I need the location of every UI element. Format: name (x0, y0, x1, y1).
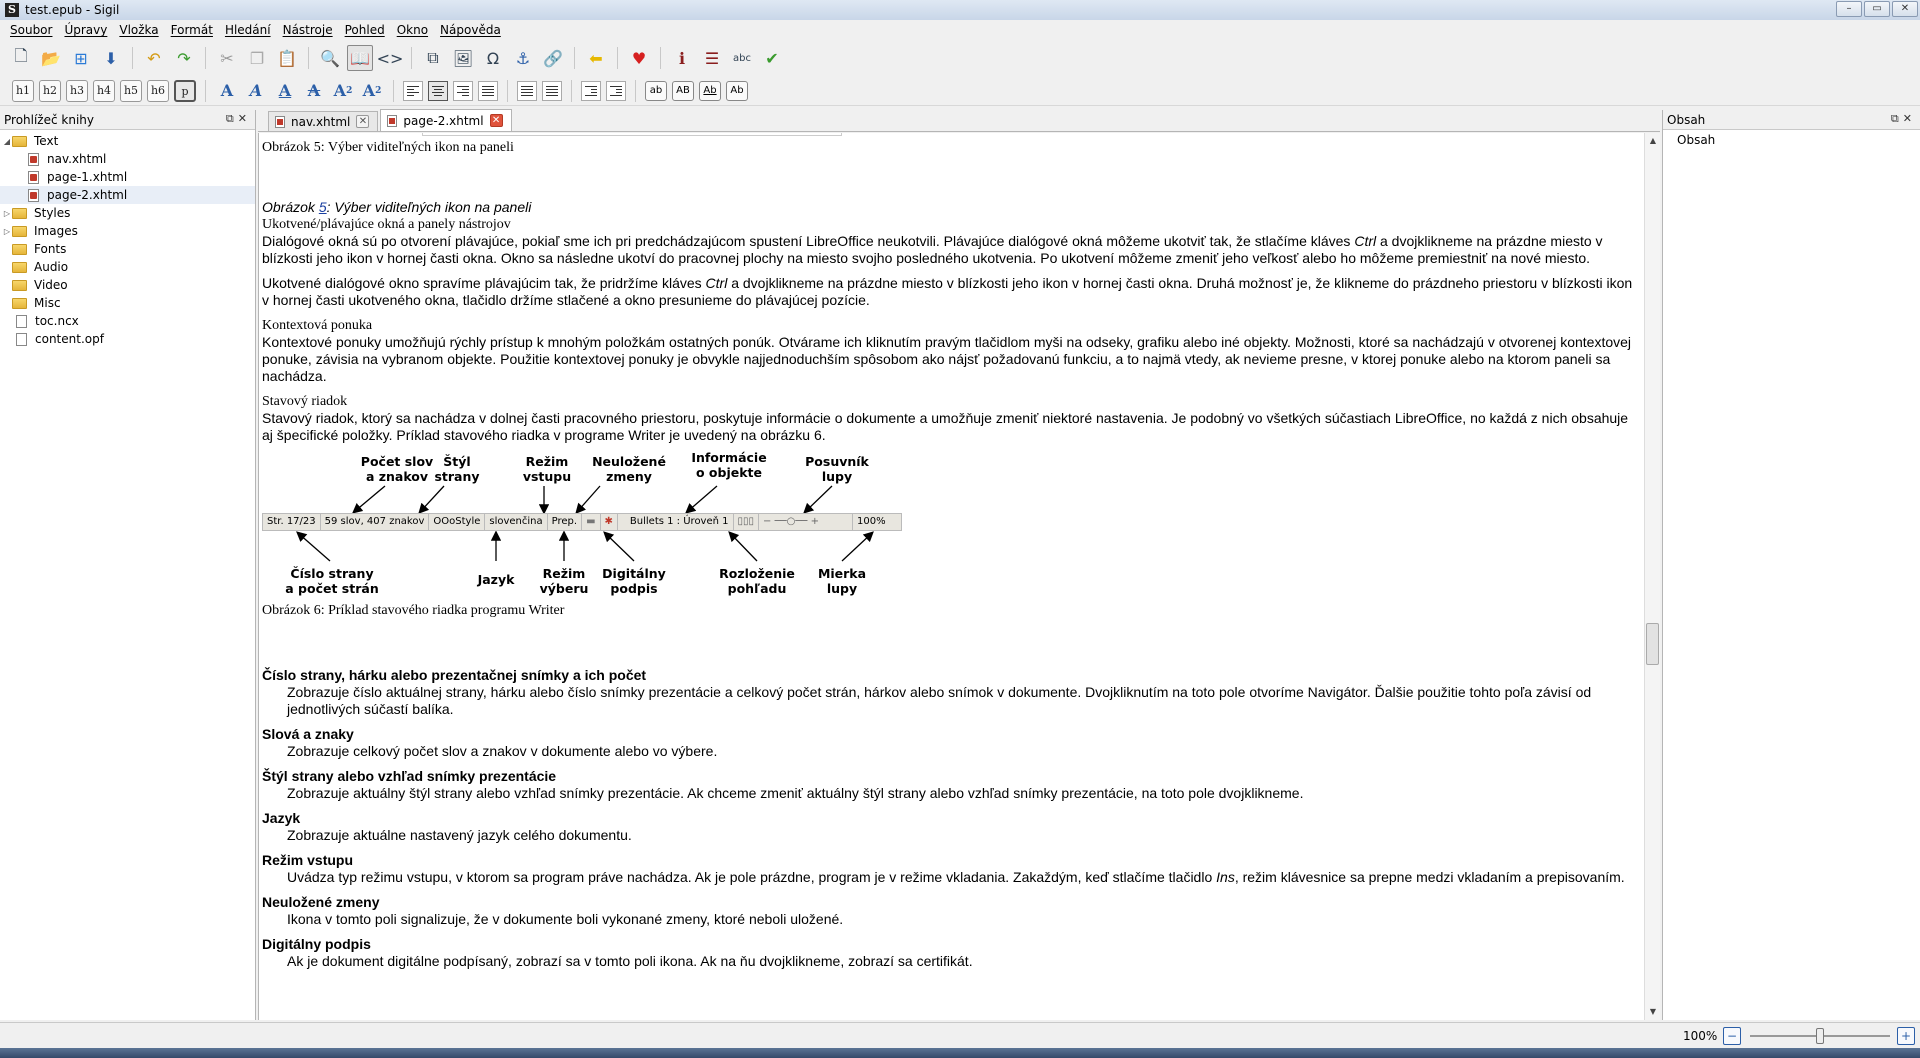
figure-6-caption: Obrázok 6: Príklad stavového riadka programu Writer (262, 603, 565, 618)
tree-folder-audio[interactable] (0, 258, 255, 276)
label-text: Mierka lupy (817, 566, 867, 596)
subscript-icon[interactable]: A 2 (333, 81, 353, 100)
tree-label: page-1.xhtml (47, 170, 128, 184)
link-icon[interactable]: 🔗 (543, 48, 563, 68)
main-toolbar (0, 41, 1920, 75)
superscript-icon[interactable]: A 2 (362, 81, 382, 100)
def-term: Slová a znaky (262, 726, 354, 742)
def-desc: Zobrazuje číslo aktuálnej strany, hárku alebo číslo snímky prezentácie a celkový počet strán, hárkov alebo snímok v dokumente. Dvojkliknutím na toto pole otvoríme Navigátor. Ďalšie použitie tohto poľa závisí od jednotlivých súčastí balíka. (287, 684, 1592, 717)
def-term: Jazyk (262, 810, 301, 826)
zoom-slider-handle[interactable] (1816, 1028, 1824, 1044)
label-digital-signature (594, 566, 674, 596)
tree-folder-fonts[interactable] (0, 240, 255, 258)
tree-file-page-2[interactable] (0, 186, 255, 204)
toc-panel-title: Obsah (1667, 112, 1706, 127)
tree-label: Misc (34, 296, 61, 310)
italic-icon[interactable]: A (249, 81, 263, 100)
document-content[interactable] (262, 133, 1645, 970)
toc-entry[interactable]: Obsah (1677, 133, 1716, 147)
status-selection-icon: ▬ (582, 514, 600, 530)
book-tree (0, 130, 255, 348)
new-file-icon[interactable]: 🗋 (14, 45, 28, 65)
def-term: Neuložené zmeny (262, 894, 380, 910)
titlecase-button[interactable]: Ab (699, 81, 721, 101)
save-icon[interactable]: ⬇ (104, 48, 118, 68)
status-bar (0, 1022, 1920, 1048)
status-page: Str. 17/23 (263, 514, 321, 530)
label-zoom-slider (797, 454, 877, 484)
redo-icon[interactable]: ↷ (177, 48, 191, 68)
heading-3-button[interactable]: h3 (66, 80, 88, 102)
cut-icon[interactable]: ✂ (220, 48, 234, 68)
text: Uvádza typ režimu vstupu, v ktorom sa program práve nachádza. Ak je pole prázdne, program je v režime vkladania. Zakaždým, keď stlačíme tlačidlo (287, 869, 1217, 885)
tab-page-2-xhtml[interactable] (380, 109, 511, 131)
heading-status-bar: Stavový riadok (262, 394, 348, 409)
tab-nav-xhtml[interactable] (268, 111, 378, 131)
separator (411, 47, 412, 69)
paragraph-button[interactable]: p (174, 80, 196, 102)
menu-okno[interactable]: Okno (396, 23, 429, 37)
open-folder-icon[interactable]: 📂 (41, 48, 61, 68)
toc-icon[interactable]: ☰ (704, 48, 720, 68)
label-text: Štýl strany (434, 454, 480, 484)
spacer (262, 619, 1641, 659)
paragraph-context-menu: Kontextové ponuky umožňujú rýchly prístup k mnohým položkám ostatných ponúk. Otvárame ich kliknutím pravým tlačidlom myši na odseky, grafiku alebo iné objekty. Možnosti, ktoré sa nachádzajú v otvorenej kontextovej ponuke, závisia na vybranom objekte. Použitie kontextovej ponuky je obvykle najjednoduchším spôsobom ako nájsť požadovanú funkciu, a to najmä vtedy, ak nevieme presne, v ktorej ponuke alebo na ktorom paneli sa nachádza. (262, 334, 1632, 384)
tree-file-toc[interactable] (0, 312, 255, 330)
separator (660, 47, 661, 69)
label-language (471, 572, 521, 587)
separator (393, 80, 394, 102)
insert-image-icon[interactable]: 🖼 (452, 48, 474, 68)
label-unsaved-changes (584, 454, 674, 484)
label-text: Jazyk (477, 572, 515, 587)
status-zoom-slider: − ──○── + (759, 514, 853, 530)
separator (571, 80, 572, 102)
folder-icon (12, 298, 27, 309)
paragraph-status-bar: Stavový riadok, ktorý sa nachádza v dolnej časti pracovného priestoru, poskytuje informácie o dokumente a umožňuje zmeniť niektoré nastavenia. Je podobný vo všetkých súčastiach LibreOffice, no každá z nich obsahuje aj špecifické položky. Príklad stavového riadka v programe Writer je uvedený na obrázku 6. (262, 410, 1629, 443)
numbered-list-icon[interactable] (542, 81, 562, 101)
expand-arrow-icon[interactable]: ▷ (3, 208, 11, 218)
folder-icon (12, 208, 27, 219)
label-zoom-scale (807, 566, 877, 596)
paragraph-docked-1 (262, 233, 1641, 267)
increase-indent-icon[interactable] (606, 81, 626, 101)
label-input-mode (517, 454, 577, 484)
tree-label: Audio (34, 260, 69, 274)
editor-vertical-scrollbar[interactable] (1644, 133, 1660, 1020)
xhtml-file-icon (387, 115, 397, 127)
paragraph-docked-2 (262, 275, 1641, 309)
close-tab-icon[interactable]: ✕ (356, 115, 369, 128)
menu-soubor[interactable]: Soubor (10, 23, 53, 37)
book-browser-header (0, 110, 255, 130)
heading-6-button[interactable]: h6 (147, 80, 169, 102)
figure-5-caption-plain: Obrázok 5: Výber viditeľných ikon na paneli (262, 140, 514, 155)
text: Dialógové okná sú po otvorení plávajúce, pokiaľ sme ich pri predchádzajúcom spustení LibreOffice neukotvili. Plávajúce dialógové okná môžeme ukotviť tak, že stlačíme kláves (262, 233, 1355, 249)
align-center-icon[interactable] (428, 81, 448, 101)
tab-label: nav.xhtml (291, 114, 351, 129)
tree-folder-misc[interactable] (0, 294, 255, 312)
heading-docked-windows: Ukotvené/plávajúce okná a panely nástrojov (262, 217, 511, 232)
tab-label: page-2.xhtml (403, 113, 484, 128)
tree-label: Fonts (34, 242, 67, 256)
label-text: Neuložené zmeny (592, 454, 666, 484)
paste-icon[interactable]: 📋 (277, 48, 297, 68)
tree-label: Images (34, 224, 78, 238)
tree-label: content.opf (35, 332, 104, 346)
panel-float-close-icon[interactable]: ⧉✕ (225, 112, 251, 125)
maximize-button[interactable]: ▭ (1864, 1, 1890, 17)
def-term: Režim vstupu (262, 852, 354, 868)
label-page-style (427, 454, 487, 484)
label-selection-mode (534, 566, 594, 596)
status-zoom: 100% (857, 516, 886, 527)
key-name: Ins (1216, 869, 1235, 885)
folder-icon (12, 280, 27, 291)
def-desc: Ikona v tomto poli signalizuje, že v dokumente boli vykonané zmeny, ktoré neboli uložené. (287, 911, 844, 927)
status-object-info: Bullets 1 : Úroveň 1 (618, 514, 734, 530)
text: , režim klávesnice sa prepne medzi vkladaním a prepisovaním. (1234, 869, 1625, 885)
toc-panel (1662, 110, 1920, 1020)
heading-5-button[interactable]: h5 (120, 80, 142, 102)
def-desc: Zobrazuje aktuálny štýl strany alebo vzhľad snímky prezentácie. Ak chceme zmeniť aktuálny štýl strany alebo vzhľad snímky prezentácie, na toto pole dvojklikneme. (287, 785, 1304, 801)
align-justify-icon[interactable] (478, 81, 498, 101)
zoom-level: 100% (1683, 1029, 1718, 1043)
separator (507, 80, 508, 102)
strikethrough-icon[interactable]: A (307, 81, 321, 100)
separator (205, 47, 206, 69)
menu-upravy[interactable]: Úpravy (64, 23, 108, 37)
def-desc: Zobrazuje aktuálne nastavený jazyk celého dokumentu. (287, 827, 632, 843)
menu-napoveda[interactable]: Nápověda (440, 23, 501, 37)
label-object-info (684, 450, 774, 480)
xhtml-file-icon (28, 189, 39, 202)
def-term: Štýl strany alebo vzhľad snímky prezentácie (262, 768, 557, 784)
menu-format[interactable]: Formát (170, 23, 213, 37)
xhtml-file-icon (28, 153, 39, 166)
title-bar (0, 0, 1920, 20)
label-text: Informácie o objekte (691, 450, 767, 480)
special-char-icon[interactable]: Ω (486, 48, 500, 68)
label-page-number (282, 566, 382, 596)
scroll-down-arrow-icon[interactable]: ▼ (1649, 1007, 1657, 1016)
def-term: Číslo strany, hárku alebo prezentačnej snímky a ich počet (262, 667, 647, 683)
def-desc (262, 869, 1641, 886)
label-text: Rozloženie pohľadu (719, 566, 795, 596)
collapse-arrow-icon[interactable]: ◢ (3, 136, 11, 146)
bold-icon[interactable]: A (220, 81, 234, 100)
window-title: test.epub - Sigil (25, 3, 120, 17)
donate-heart-icon[interactable]: ♥ (631, 48, 647, 68)
sentencecase-button[interactable]: Ab (726, 81, 748, 101)
tree-label: page-2.xhtml (47, 188, 128, 202)
status-words: 59 slov, 407 znakov (321, 514, 430, 530)
label-text: Posuvník lupy (805, 454, 869, 484)
heading-context-menu: Kontextová ponuka (262, 318, 373, 333)
book-browser-title: Prohlížeč knihy (4, 112, 94, 127)
undo-icon[interactable]: ↶ (147, 48, 161, 68)
separator (617, 47, 618, 69)
folder-icon (12, 244, 27, 255)
separator (635, 80, 636, 102)
panel-float-close-icon[interactable]: ⧉✕ (1890, 112, 1916, 125)
status-input-mode: Prep. (548, 514, 582, 530)
label-text: Počet slov a znakov (360, 454, 434, 484)
figure-6-status-bar-diagram (262, 446, 902, 606)
tree-file-content-opf[interactable] (0, 330, 255, 348)
menu-bar (0, 20, 1920, 40)
align-left-icon[interactable] (403, 81, 423, 101)
caption-text: : Výber viditeľných ikon na paneli (326, 199, 532, 215)
label-text: Digitálny podpis (602, 566, 666, 596)
code-view-icon[interactable]: <> (376, 48, 404, 68)
tree-folder-styles[interactable] (0, 204, 255, 222)
caption-text: Obrázok (262, 199, 319, 215)
book-view-editor[interactable] (258, 133, 1660, 1020)
book-view-icon[interactable]: 📖 (347, 45, 373, 71)
image-edge (422, 133, 842, 136)
decrease-indent-icon[interactable] (581, 81, 601, 101)
format-toolbar (0, 76, 1920, 106)
tree-folder-video[interactable] (0, 276, 255, 294)
key-name: Ctrl (1354, 233, 1377, 249)
file-icon (16, 333, 27, 346)
close-tab-icon[interactable]: ✕ (490, 114, 503, 127)
tree-file-nav[interactable] (0, 150, 255, 168)
tree-label: Text (34, 134, 59, 148)
zoom-in-button[interactable]: + (1897, 1027, 1915, 1045)
folder-icon (12, 136, 27, 147)
spellcheck-icon[interactable]: abc (733, 52, 751, 64)
copy-icon[interactable]: ❐ (249, 48, 265, 68)
scroll-up-arrow-icon[interactable]: ▲ (1649, 136, 1657, 145)
def-desc: Ak je dokument digitálne podpísaný, zobrazí sa v tomto poli ikona. Ak na ňu dvojklikneme, zobrazí sa certifikát. (287, 953, 973, 969)
text: Ukotvené dialógové okno spravíme plávajúcim tak, že pridržíme kláves (262, 275, 706, 291)
preview-icon[interactable]: 🔍 (320, 48, 340, 68)
minimize-button[interactable]: – (1836, 1, 1862, 17)
sigil-app-icon: S (5, 3, 19, 17)
metadata-icon[interactable]: ℹ (678, 48, 686, 68)
heading-4-button[interactable]: h4 (93, 80, 115, 102)
heading-1-button[interactable]: h1 (12, 80, 34, 102)
status-layout-icons: ▯▯▯ (734, 514, 760, 530)
split-icon[interactable]: ⧉ (427, 48, 439, 67)
label-view-layout (712, 566, 802, 596)
separator (205, 80, 206, 102)
editor-tab-bar (258, 110, 1660, 132)
figure-5-caption (262, 199, 1641, 216)
xhtml-file-icon (28, 171, 39, 184)
book-browser-panel (0, 110, 256, 1020)
menu-pohled[interactable]: Pohled (344, 23, 385, 37)
bullet-list-icon[interactable] (517, 81, 537, 101)
validate-check-icon[interactable]: ✔ (765, 48, 779, 68)
menu-vlozka[interactable]: Vložka (119, 23, 159, 37)
underline-icon[interactable]: A (278, 81, 292, 100)
tree-file-page-1[interactable] (0, 168, 255, 186)
label-text: Režim vstupu (522, 454, 572, 484)
label-text: Číslo strany a počet strán (285, 566, 379, 596)
tree-label: toc.ncx (35, 314, 79, 328)
text: a dvojklikneme na prázdne miesto v blízkosti jeho ikon v hornej časti okna. Okno sa následne ukotví do pracovnej plochy na miesto svojho posledného ukotvenia. Po ukotvení môžeme zmeniť jeho veľkosť alebo ho môžeme premiestniť na nové miesto. (262, 233, 1603, 266)
tree-label: Styles (34, 206, 71, 220)
tree-folder-text[interactable] (0, 132, 255, 150)
key-name: Ctrl (705, 275, 728, 291)
uppercase-button[interactable]: AB (672, 81, 694, 101)
add-file-icon[interactable]: ⊞ (74, 48, 88, 68)
separator (308, 47, 309, 69)
os-taskbar (0, 1048, 1920, 1058)
def-desc: Zobrazuje celkový počet slov a znakov v dokumente alebo vo výbere. (287, 743, 718, 759)
tree-label: Video (34, 278, 68, 292)
writer-status-bar-sample (262, 513, 902, 531)
status-language: slovenčina (485, 514, 547, 530)
xhtml-file-icon (275, 116, 285, 128)
expand-arrow-icon[interactable]: ▷ (3, 226, 11, 236)
toc-panel-header (1663, 110, 1920, 130)
tree-folder-images[interactable] (0, 222, 255, 240)
menu-hledani[interactable]: Hledání (224, 23, 271, 37)
scroll-thumb[interactable] (1646, 623, 1659, 665)
lowercase-button[interactable]: ab (645, 81, 667, 101)
status-style: OOoStyle (429, 514, 485, 530)
anchor-icon[interactable]: ⚓ (515, 48, 531, 68)
file-icon (16, 315, 27, 328)
folder-icon (12, 226, 27, 237)
menu-nastroje[interactable]: Nástroje (282, 23, 333, 37)
folder-icon (12, 262, 27, 273)
zoom-out-button[interactable]: − (1723, 1027, 1741, 1045)
caption-number-link[interactable]: 5 (318, 199, 327, 215)
label-text: Režim výberu (539, 566, 589, 596)
back-arrow-icon[interactable]: ⬅ (589, 48, 603, 68)
separator (132, 47, 133, 69)
status-unsaved-icon: ✱ (601, 514, 618, 530)
tree-label: nav.xhtml (47, 152, 107, 166)
separator (574, 47, 575, 69)
heading-2-button[interactable]: h2 (39, 80, 61, 102)
align-right-icon[interactable] (453, 81, 473, 101)
close-button[interactable]: ✕ (1892, 1, 1918, 17)
text: a dvojklikneme na prázdne miesto v blízkosti jeho ikon v hornej časti okna. Druhá možnosť je, že klikneme do prázdneho priestoru v blízkosti ikon v hornej časti ukotveného okna, tlačidlo držíme stlačené a okno presunieme do plávajúcej pozície. (262, 275, 1633, 308)
def-term: Digitálny podpis (262, 936, 371, 952)
